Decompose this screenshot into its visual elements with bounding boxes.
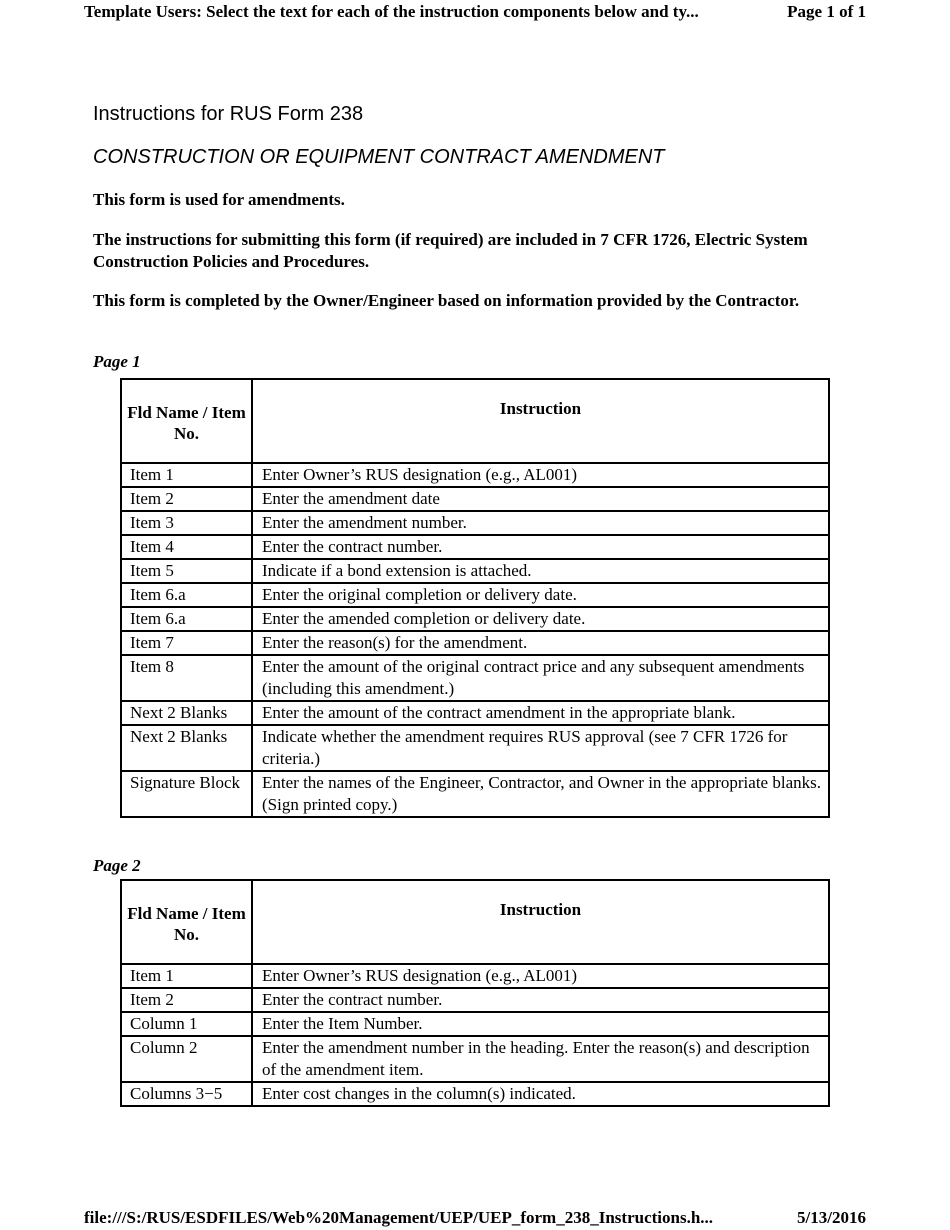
field-cell: Item 6.a — [121, 607, 252, 631]
field-cell: Item 4 — [121, 535, 252, 559]
header-instruction: Instruction — [252, 379, 829, 463]
instruction-cell: Enter the amended completion or delivery date. — [252, 607, 829, 631]
file-url: file:///S:/RUS/ESDFILES/Web%20Management/UEP/UEP_form_238_Instructions.h... — [84, 1208, 714, 1227]
field-cell: Item 5 — [121, 559, 252, 583]
field-cell: Columns 3−5 — [121, 1082, 252, 1106]
instruction-cell: Enter the amount of the contract amendment in the appropriate blank. — [252, 701, 829, 725]
submission-paragraph: The instructions for submitting this form (if required) are included in 7 CFR 1726, Electric System Construction Policies and Procedures. — [93, 230, 808, 271]
table-row — [121, 559, 829, 583]
table-row — [121, 964, 829, 988]
instruction-cell: Enter the amount of the original contract price and any subsequent amendments (including this amendment.) — [252, 655, 829, 701]
table-header-row — [121, 379, 829, 463]
table-row — [121, 1082, 829, 1106]
table-row — [121, 1036, 829, 1082]
table-row — [121, 771, 829, 817]
table-header-row — [121, 880, 829, 964]
header-field: Fld Name / Item No. — [121, 379, 252, 463]
page1-instruction-table — [120, 378, 830, 818]
instruction-cell: Enter the amendment date — [252, 487, 829, 511]
table-row — [121, 583, 829, 607]
table-row — [121, 511, 829, 535]
table-row — [121, 725, 829, 771]
instruction-cell: Indicate whether the amendment requires RUS approval (see 7 CFR 1726 for criteria.) — [252, 725, 829, 771]
table-row — [121, 607, 829, 631]
field-cell: Item 7 — [121, 631, 252, 655]
field-cell: Item 1 — [121, 463, 252, 487]
field-cell: Item 1 — [121, 964, 252, 988]
instruction-cell: Enter the amendment number in the heading. Enter the reason(s) and description of the amendment item. — [252, 1036, 829, 1082]
print-footer — [84, 1208, 866, 1228]
instruction-cell: Enter the amendment number. — [252, 511, 829, 535]
page2-label: Page 2 — [93, 856, 141, 875]
field-cell: Item 3 — [121, 511, 252, 535]
instruction-cell: Enter the contract number. — [252, 535, 829, 559]
print-date: 5/13/2016 — [797, 1208, 866, 1227]
table-row — [121, 1012, 829, 1036]
field-cell: Item 6.a — [121, 583, 252, 607]
table-row — [121, 655, 829, 701]
instruction-cell: Enter the original completion or delivery date. — [252, 583, 829, 607]
field-cell: Next 2 Blanks — [121, 701, 252, 725]
table-row — [121, 535, 829, 559]
page1-label: Page 1 — [93, 352, 141, 371]
page-indicator: Page 1 of 1 — [787, 2, 866, 21]
intro-paragraph: This form is used for amendments. — [93, 190, 345, 209]
table-row — [121, 463, 829, 487]
header-field: Fld Name / Item No. — [121, 880, 252, 964]
field-cell: Signature Block — [121, 771, 252, 817]
field-cell: Column 1 — [121, 1012, 252, 1036]
instruction-cell: Enter Owner’s RUS designation (e.g., AL001) — [252, 964, 829, 988]
instruction-cell: Enter the contract number. — [252, 988, 829, 1012]
instruction-cell: Enter Owner’s RUS designation (e.g., AL001) — [252, 463, 829, 487]
field-cell: Next 2 Blanks — [121, 725, 252, 771]
instruction-cell: Enter the Item Number. — [252, 1012, 829, 1036]
completion-paragraph: This form is completed by the Owner/Engineer based on information provided by the Contractor. — [93, 291, 800, 310]
print-header — [84, 2, 866, 22]
print-header-title: Template Users: Select the text for each of the instruction components below and ty... — [84, 2, 699, 21]
table-row — [121, 631, 829, 655]
instruction-cell: Enter the reason(s) for the amendment. — [252, 631, 829, 655]
table-row — [121, 988, 829, 1012]
field-cell: Column 2 — [121, 1036, 252, 1082]
page2-instruction-table — [120, 879, 830, 1107]
instruction-cell: Enter cost changes in the column(s) indicated. — [252, 1082, 829, 1106]
header-instruction: Instruction — [252, 880, 829, 964]
field-cell: Item 2 — [121, 988, 252, 1012]
instruction-cell: Enter the names of the Engineer, Contractor, and Owner in the appropriate blanks. (Sign printed copy.) — [252, 771, 829, 817]
field-cell: Item 8 — [121, 655, 252, 701]
field-cell: Item 2 — [121, 487, 252, 511]
table-row — [121, 701, 829, 725]
instruction-cell: Indicate if a bond extension is attached. — [252, 559, 829, 583]
document-subtitle: CONSTRUCTION OR EQUIPMENT CONTRACT AMENDMENT — [93, 146, 665, 168]
document-title: Instructions for RUS Form 238 — [93, 103, 364, 125]
table-row — [121, 487, 829, 511]
